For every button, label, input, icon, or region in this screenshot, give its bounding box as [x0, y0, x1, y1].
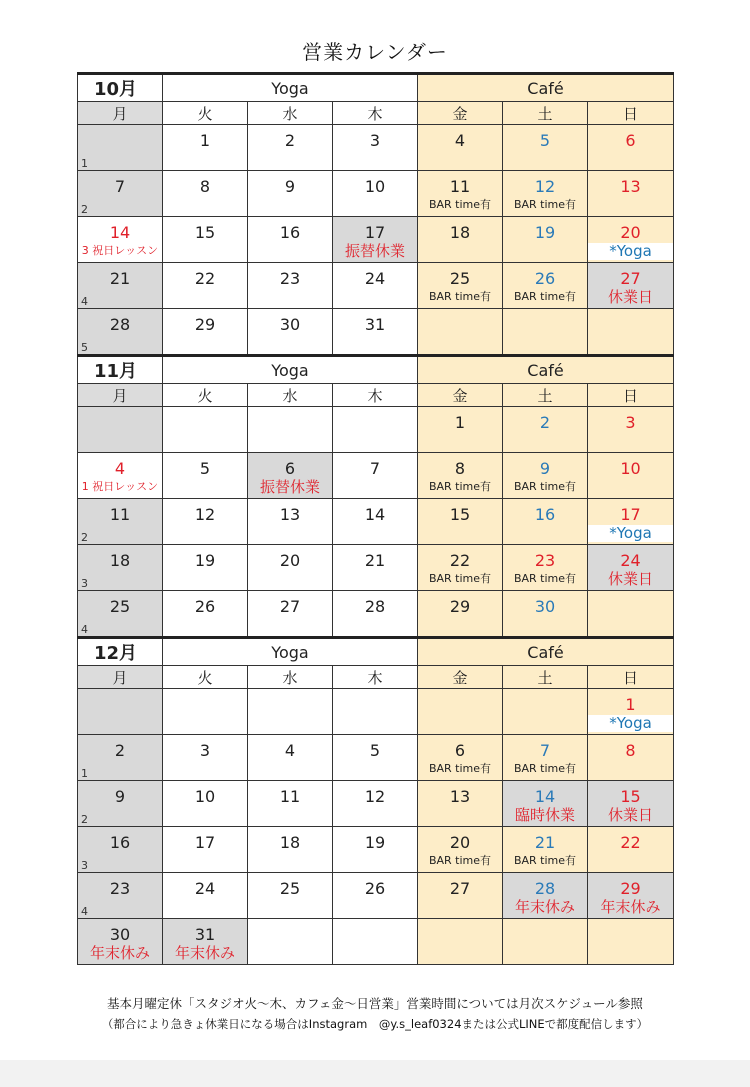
week-row	[78, 217, 674, 263]
cafe-section-label: Café	[418, 638, 674, 666]
day-number: 25	[279, 879, 301, 898]
week-row	[78, 919, 674, 965]
month-label: 12月	[78, 638, 163, 666]
day-number: 19	[364, 833, 386, 852]
week-count: 4	[81, 295, 88, 308]
weekday-label: 火	[163, 666, 248, 689]
business-calendar	[77, 72, 674, 965]
day-number: 27	[620, 269, 641, 288]
day-number: 18	[279, 833, 301, 852]
calendar-day-cell	[503, 827, 588, 873]
day-number: 15	[449, 505, 471, 524]
calendar-day-cell	[78, 591, 163, 638]
day-number: 5	[369, 741, 381, 760]
day-number: 24	[620, 551, 641, 570]
week-row	[78, 545, 674, 591]
day-number: 22	[620, 833, 641, 852]
day-number: 10	[620, 459, 641, 478]
day-number: 8	[625, 741, 636, 760]
calendar-day-cell	[248, 781, 333, 827]
calendar-day-cell	[333, 919, 418, 965]
calendar-day-cell	[503, 171, 588, 217]
calendar-day-cell	[333, 781, 418, 827]
day-note: BAR time有	[513, 762, 577, 775]
calendar-day-cell	[588, 453, 674, 499]
calendar-day-cell	[248, 407, 333, 453]
day-number: 28	[364, 597, 386, 616]
page-title: 営業カレンダー	[302, 40, 448, 64]
week-count: 4	[81, 623, 88, 636]
calendar-day-cell	[333, 171, 418, 217]
calendar-day-cell	[418, 263, 503, 309]
calendar-day-cell	[248, 125, 333, 171]
day-number: 23	[534, 551, 556, 570]
day-note: BAR time有	[513, 480, 577, 493]
calendar-day-cell	[503, 263, 588, 309]
calendar-day-cell	[503, 453, 588, 499]
day-note: 年末休み	[89, 944, 150, 962]
weekday-label: 金	[418, 666, 503, 689]
calendar-day-cell	[78, 171, 163, 217]
calendar-day-cell	[588, 827, 674, 873]
day-note: BAR time有	[513, 854, 577, 867]
calendar-day-cell	[503, 407, 588, 453]
weekday-header-row	[78, 102, 674, 125]
day-number: 25	[109, 597, 131, 616]
day-number: 4	[284, 741, 296, 760]
calendar-day-cell	[333, 125, 418, 171]
day-number: 3	[369, 131, 381, 150]
day-note: 休業日	[608, 570, 654, 588]
day-number: 8	[199, 177, 211, 196]
calendar-day-cell	[503, 735, 588, 781]
day-number: 18	[449, 223, 471, 242]
day-number: 26	[364, 879, 386, 898]
weekday-label: 月	[78, 666, 163, 689]
day-number: 19	[534, 223, 556, 242]
calendar-day-cell	[588, 591, 674, 638]
yoga-section-label: Yoga	[163, 638, 418, 666]
week-row	[78, 591, 674, 638]
day-number: 24	[364, 269, 386, 288]
weekday-label: 火	[163, 102, 248, 125]
day-number: 14	[364, 505, 386, 524]
calendar-day-cell	[588, 545, 674, 591]
calendar-day-cell	[248, 545, 333, 591]
day-number: 13	[449, 787, 471, 806]
calendar-day-cell	[333, 217, 418, 263]
day-number: 6	[284, 459, 296, 478]
week-count: 4	[81, 905, 88, 918]
day-number: 16	[534, 505, 556, 524]
yoga-section-label: Yoga	[163, 74, 418, 102]
day-note: 1 祝日レッスン	[81, 480, 159, 493]
calendar-day-cell	[163, 309, 248, 356]
calendar-day-cell	[163, 125, 248, 171]
day-note: BAR time有	[428, 198, 492, 211]
calendar-day-cell	[503, 125, 588, 171]
calendar-day-cell	[78, 827, 163, 873]
day-number: 26	[194, 597, 216, 616]
weekday-label: 水	[248, 384, 333, 407]
calendar-day-cell	[588, 171, 674, 217]
day-note: BAR time有	[513, 198, 577, 211]
cafe-section-label: Café	[418, 356, 674, 384]
calendar-day-cell	[163, 453, 248, 499]
day-note: BAR time有	[428, 480, 492, 493]
day-number: 8	[454, 459, 466, 478]
day-number: 4	[454, 131, 466, 150]
weekday-label: 火	[163, 384, 248, 407]
day-number: 3	[625, 413, 636, 432]
day-number: 19	[194, 551, 216, 570]
calendar-day-cell	[163, 545, 248, 591]
calendar-day-cell	[503, 689, 588, 735]
calendar-day-cell	[588, 781, 674, 827]
week-row	[78, 827, 674, 873]
week-row	[78, 171, 674, 217]
weekday-label: 水	[248, 666, 333, 689]
day-number: 21	[364, 551, 386, 570]
month-header-row	[78, 356, 674, 384]
calendar-day-cell	[418, 217, 503, 263]
day-note: *Yoga	[588, 243, 673, 260]
calendar-day-cell	[78, 125, 163, 171]
day-note: BAR time有	[513, 290, 577, 303]
weekday-label: 木	[333, 666, 418, 689]
calendar-day-cell	[503, 545, 588, 591]
calendar-day-cell	[248, 827, 333, 873]
week-count: 2	[81, 813, 88, 826]
weekday-label: 木	[333, 384, 418, 407]
calendar-day-cell	[418, 873, 503, 919]
calendar-day-cell	[333, 407, 418, 453]
day-number: 9	[284, 177, 296, 196]
week-row	[78, 125, 674, 171]
cafe-section-label: Café	[418, 74, 674, 102]
calendar-day-cell	[78, 217, 163, 263]
calendar-day-cell	[333, 453, 418, 499]
day-note: 年末休み	[174, 944, 235, 962]
calendar-day-cell	[418, 735, 503, 781]
day-number: 29	[194, 315, 216, 334]
week-row	[78, 689, 674, 735]
week-row	[78, 735, 674, 781]
day-number: 27	[449, 879, 471, 898]
calendar-day-cell	[78, 545, 163, 591]
month-header-row	[78, 638, 674, 666]
calendar-day-cell	[418, 125, 503, 171]
page-bottom-bar	[0, 1060, 750, 1087]
day-number: 13	[620, 177, 641, 196]
day-number: 31	[194, 925, 216, 944]
day-number: 4	[114, 459, 126, 478]
day-number: 30	[109, 925, 131, 944]
calendar-day-cell	[418, 309, 503, 356]
calendar-day-cell	[333, 309, 418, 356]
calendar-day-cell	[163, 873, 248, 919]
day-number: 22	[449, 551, 471, 570]
week-row	[78, 309, 674, 356]
calendar-day-cell	[163, 499, 248, 545]
day-number: 1	[454, 413, 466, 432]
week-row	[78, 873, 674, 919]
day-number: 3	[199, 741, 211, 760]
day-number: 24	[194, 879, 216, 898]
day-note: 休業日	[608, 806, 654, 824]
calendar-day-cell	[163, 919, 248, 965]
calendar-day-cell	[588, 873, 674, 919]
footer-subnote: （都合により急きょ休業日になる場合はInstagram @y.s_leaf0324または公式LINEで都度配信します）	[101, 1017, 649, 1031]
day-number: 28	[109, 315, 131, 334]
calendar-day-cell	[503, 499, 588, 545]
calendar-day-cell	[248, 171, 333, 217]
day-number: 30	[534, 597, 556, 616]
day-number: 16	[109, 833, 131, 852]
day-number: 21	[109, 269, 131, 288]
day-number: 12	[534, 177, 556, 196]
calendar-day-cell	[588, 735, 674, 781]
calendar-day-cell	[418, 545, 503, 591]
calendar-day-cell	[163, 591, 248, 638]
week-row	[78, 263, 674, 309]
calendar-day-cell	[78, 407, 163, 453]
calendar-day-cell	[503, 919, 588, 965]
day-number: 16	[279, 223, 301, 242]
calendar-day-cell	[588, 217, 674, 263]
week-count: 1	[81, 157, 88, 170]
calendar-day-cell	[418, 453, 503, 499]
day-note: BAR time有	[513, 572, 577, 585]
calendar-day-cell	[248, 919, 333, 965]
calendar-day-cell	[588, 919, 674, 965]
calendar-day-cell	[78, 689, 163, 735]
calendar-day-cell	[163, 263, 248, 309]
day-note: 臨時休業	[515, 806, 576, 824]
calendar-day-cell	[78, 735, 163, 781]
calendar-day-cell	[333, 591, 418, 638]
weekday-label: 日	[588, 384, 674, 407]
yoga-section-label: Yoga	[163, 356, 418, 384]
day-number: 2	[539, 413, 551, 432]
day-number: 1	[625, 695, 636, 714]
calendar-day-cell	[163, 827, 248, 873]
calendar-day-cell	[333, 827, 418, 873]
day-number: 23	[279, 269, 301, 288]
weekday-header-row	[78, 666, 674, 689]
day-number: 20	[620, 223, 641, 242]
calendar-day-cell	[78, 453, 163, 499]
calendar-day-cell	[78, 309, 163, 356]
day-number: 29	[449, 597, 471, 616]
day-number: 11	[109, 505, 131, 524]
day-number: 31	[364, 315, 386, 334]
week-count: 3	[81, 577, 88, 590]
day-number: 2	[284, 131, 296, 150]
day-number: 30	[279, 315, 301, 334]
day-number: 5	[199, 459, 211, 478]
footer-note: 基本月曜定休「スタジオ火～木、カフェ金～日営業」営業時間については月次スケジュール参照	[107, 996, 643, 1011]
calendar-day-cell	[418, 689, 503, 735]
calendar-day-cell	[248, 263, 333, 309]
day-note: 振替休業	[259, 478, 320, 496]
day-number: 14	[534, 787, 556, 806]
day-note: *Yoga	[588, 525, 673, 542]
calendar-day-cell	[418, 781, 503, 827]
day-number: 11	[449, 177, 471, 196]
calendar-day-cell	[248, 453, 333, 499]
calendar-day-cell	[333, 873, 418, 919]
calendar-day-cell	[503, 217, 588, 263]
week-row	[78, 499, 674, 545]
week-row	[78, 781, 674, 827]
weekday-label: 水	[248, 102, 333, 125]
day-number: 18	[109, 551, 131, 570]
calendar-day-cell	[248, 591, 333, 638]
day-number: 17	[364, 223, 386, 242]
month-label: 10月	[78, 74, 163, 102]
day-number: 27	[279, 597, 301, 616]
weekday-label: 金	[418, 102, 503, 125]
weekday-label: 日	[588, 666, 674, 689]
weekday-label: 日	[588, 102, 674, 125]
calendar-day-cell	[588, 407, 674, 453]
weekday-label: 土	[503, 666, 588, 689]
day-number: 14	[109, 223, 131, 242]
calendar-day-cell	[78, 781, 163, 827]
day-number: 9	[114, 787, 126, 806]
day-number: 28	[534, 879, 556, 898]
day-number: 5	[539, 131, 551, 150]
calendar-day-cell	[163, 735, 248, 781]
day-note: BAR time有	[428, 290, 492, 303]
week-count: 3	[81, 859, 88, 872]
day-number: 1	[199, 131, 211, 150]
week-count: 2	[81, 531, 88, 544]
day-note: *Yoga	[588, 715, 673, 732]
calendar-day-cell	[418, 591, 503, 638]
calendar-day-cell	[418, 499, 503, 545]
weekday-label: 土	[503, 102, 588, 125]
day-number: 12	[194, 505, 216, 524]
day-note: 休業日	[608, 288, 654, 306]
weekday-label: 月	[78, 102, 163, 125]
calendar-day-cell	[588, 689, 674, 735]
week-row	[78, 453, 674, 499]
weekday-header-row	[78, 384, 674, 407]
calendar-day-cell	[418, 827, 503, 873]
calendar-day-cell	[503, 781, 588, 827]
day-number: 20	[449, 833, 471, 852]
day-number: 15	[620, 787, 641, 806]
calendar-day-cell	[503, 309, 588, 356]
calendar-day-cell	[248, 499, 333, 545]
week-count: 1	[81, 767, 88, 780]
calendar-day-cell	[588, 499, 674, 545]
calendar-day-cell	[418, 407, 503, 453]
calendar-day-cell	[163, 171, 248, 217]
day-number: 12	[364, 787, 386, 806]
day-number: 2	[114, 741, 126, 760]
day-number: 15	[194, 223, 216, 242]
weekday-label: 金	[418, 384, 503, 407]
calendar-day-cell	[248, 735, 333, 781]
day-note: 3 祝日レッスン	[81, 244, 159, 257]
weekday-label: 木	[333, 102, 418, 125]
calendar-day-cell	[248, 689, 333, 735]
day-number: 7	[369, 459, 381, 478]
day-note: 振替休業	[345, 242, 406, 260]
day-number: 10	[194, 787, 216, 806]
calendar-day-cell	[163, 407, 248, 453]
day-number: 6	[625, 131, 636, 150]
calendar-day-cell	[333, 263, 418, 309]
day-number: 21	[534, 833, 556, 852]
day-number: 17	[194, 833, 216, 852]
day-note: 年末休み	[515, 898, 576, 916]
day-number: 26	[534, 269, 556, 288]
calendar-day-cell	[503, 873, 588, 919]
calendar-day-cell	[588, 263, 674, 309]
day-note: BAR time有	[428, 572, 492, 585]
calendar-day-cell	[248, 873, 333, 919]
calendar-day-cell	[248, 309, 333, 356]
day-number: 10	[364, 177, 386, 196]
day-number: 22	[194, 269, 216, 288]
day-note: 年末休み	[600, 898, 661, 916]
calendar-day-cell	[503, 591, 588, 638]
week-count: 2	[81, 203, 88, 216]
weekday-label: 月	[78, 384, 163, 407]
day-number: 23	[109, 879, 131, 898]
day-number: 17	[620, 505, 641, 524]
day-note: BAR time有	[428, 762, 492, 775]
month-label: 11月	[78, 356, 163, 384]
day-note: BAR time有	[428, 854, 492, 867]
calendar-day-cell	[163, 689, 248, 735]
month-header-row	[78, 74, 674, 102]
calendar-day-cell	[418, 919, 503, 965]
calendar-day-cell	[163, 781, 248, 827]
week-count: 5	[81, 341, 88, 354]
day-number: 7	[114, 177, 126, 196]
calendar-day-cell	[78, 873, 163, 919]
day-number: 7	[539, 741, 551, 760]
calendar-day-cell	[333, 499, 418, 545]
calendar-day-cell	[163, 217, 248, 263]
calendar-day-cell	[418, 171, 503, 217]
day-number: 6	[454, 741, 466, 760]
day-number: 25	[449, 269, 471, 288]
calendar-day-cell	[333, 689, 418, 735]
calendar-day-cell	[78, 499, 163, 545]
day-number: 29	[620, 879, 641, 898]
day-number: 20	[279, 551, 301, 570]
day-number: 9	[539, 459, 551, 478]
weekday-label: 土	[503, 384, 588, 407]
week-row	[78, 407, 674, 453]
day-number: 11	[279, 787, 301, 806]
calendar-day-cell	[333, 735, 418, 781]
calendar-day-cell	[333, 545, 418, 591]
calendar-day-cell	[588, 309, 674, 356]
calendar-day-cell	[248, 217, 333, 263]
day-number: 13	[279, 505, 301, 524]
calendar-day-cell	[588, 125, 674, 171]
calendar-day-cell	[78, 263, 163, 309]
calendar-day-cell	[78, 919, 163, 965]
